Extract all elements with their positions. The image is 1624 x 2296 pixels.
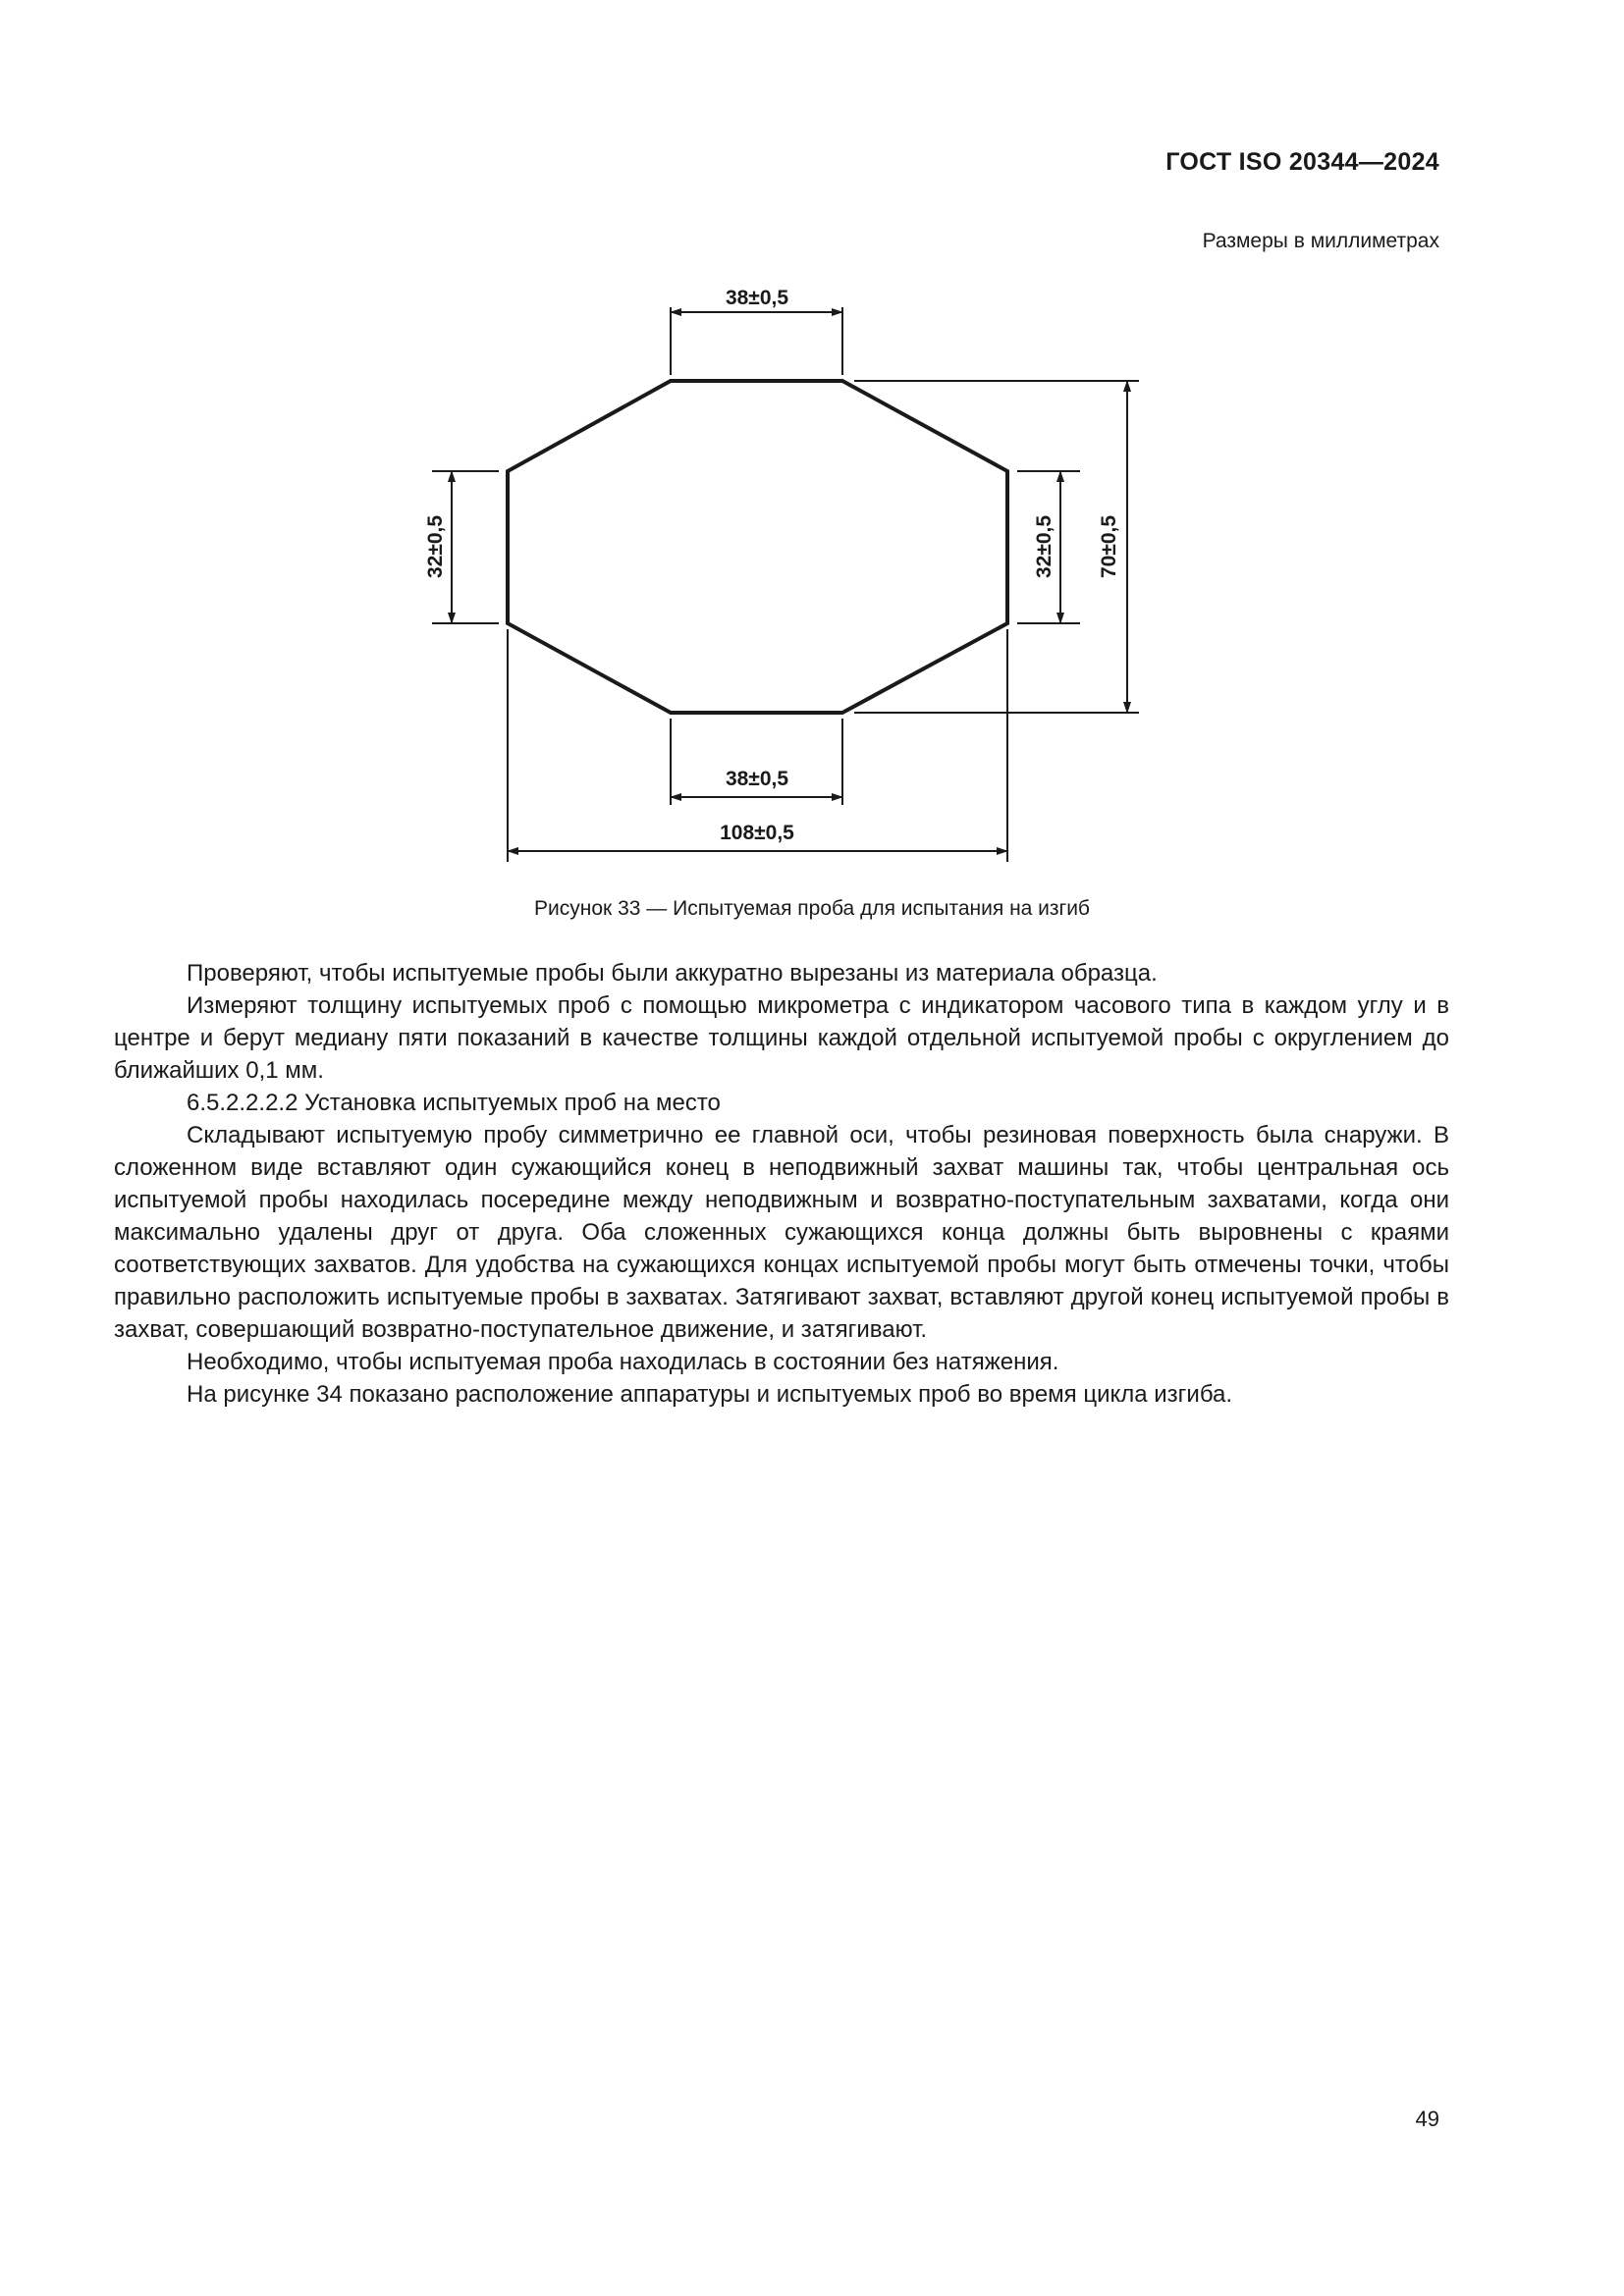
paragraph: Необходимо, чтобы испытуемая проба находилась в состоянии без натяжения. [187, 1349, 1059, 1375]
dimension-label-right-side: 32±0,5 [1033, 514, 1056, 579]
specimen-outline [508, 381, 1007, 713]
units-note: Размеры в миллиметрах [1202, 230, 1439, 252]
dimension-label-total-width: 108±0,5 [720, 822, 794, 844]
dimension-label-left-side: 32±0,5 [424, 514, 447, 579]
specimen-drawing [0, 0, 1624, 883]
page-number: 49 [1415, 2107, 1439, 2131]
paragraph: Проверяют, чтобы испытуемые пробы были аккуратно вырезаны из материала образца. [187, 960, 1158, 987]
dimension-label-bottom-width: 38±0,5 [725, 768, 789, 790]
paragraph: На рисунке 34 показано расположение аппаратуры и испытуемых проб во время цикла изгиба. [187, 1381, 1233, 1408]
dimension-label-top-width: 38±0,5 [725, 287, 789, 309]
paragraph: Складывают испытуемую пробу симметрично ее главной оси, чтобы резиновая поверхность была снаружи. В сложенном виде вставляют один сужающийся конец в неподвижный захват машины так, чтобы центральная ось испытуемой пробы находилась посередине между неподвижным и возвратно-поступательным захватами, когда они максимально удалены друг от друга. Оба сложенных сужающихся конца должны быть выровнены с краями соответствующих захватов. Для удобства на сужающихся концах испытуемой пробы могут быть отмечены точки, чтобы правильно расположить испытуемые пробы в захватах. Затягивают захват, вставляют другой конец испытуемой пробы в захват, совершающий возвратно-поступательное движение, и затягивают. [114, 1122, 1449, 1343]
body-text [114, 957, 1449, 1411]
section-heading: 6.5.2.2.2.2 Установка испытуемых проб на место [187, 1090, 721, 1116]
figure-caption: Рисунок 33 — Испытуемая проба для испытания на изгиб [534, 897, 1090, 920]
document-standard-id: ГОСТ ISO 20344—2024 [1165, 148, 1439, 176]
paragraph: Измеряют толщину испытуемых проб с помощью микрометра с индикатором часового типа в каждом углу и в центре и берут медиану пяти показаний в качестве толщины каждой отдельной испытуемой пробы с округлением до ближайших 0,1 мм. [114, 992, 1449, 1084]
dimension-label-total-height: 70±0,5 [1098, 514, 1120, 579]
